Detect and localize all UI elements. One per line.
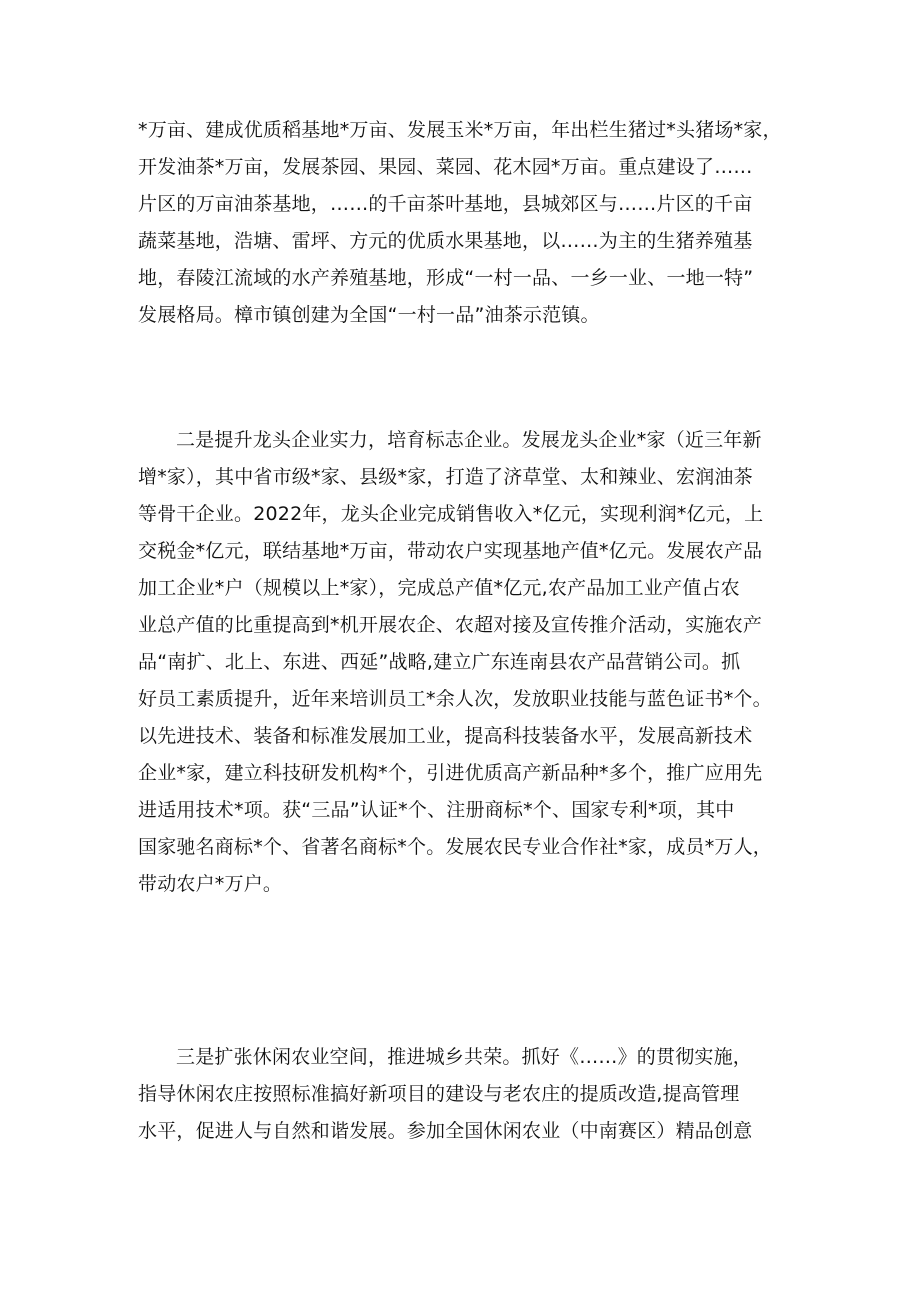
text-line: 交税金*亿元，联结基地*万亩，带动农户实现基地产值*亿元。发展农产品 (138, 540, 763, 562)
text-line: 国家驰名商标*个、省著名商标*个。发展农民专业合作社*家，成员*万人， (138, 836, 773, 858)
text-line: 加工企业*户（规模以上*家），完成总产值*亿元,农产品加工业产值占农 (138, 577, 740, 599)
text-line: 品“南扩、北上、东进、西延”战略,建立广东连南县农产品营销公司。抓 (138, 651, 741, 673)
text-line: 以先进技术、装备和标准发展加工业，提高科技装备水平，发展高新技术 (138, 725, 753, 747)
text-line: 蔬菜基地，浩塘、雷坪、方元的优质水果基地，以……为主的生猪养殖基 (138, 230, 753, 252)
text-line: 开发油茶*万亩，发展茶园、果园、菜园、花木园*万亩。重点建设了…… (138, 156, 753, 178)
text-line: 发展格局。樟市镇创建为全国“一村一品”油茶示范镇。 (138, 304, 600, 326)
paragraph-agricultural-bases (138, 112, 818, 334)
paragraph-leading-enterprises (138, 422, 818, 903)
text-line: 增*家），其中省市级*家、县级*家，打造了济草堂、太和辣业、宏润油茶 (138, 466, 753, 488)
text-line: 进适用技术*项。获“三品”认证*个、注册商标*个、国家专利*项，其中 (138, 799, 735, 821)
paragraph-leisure-agriculture (138, 1039, 818, 1150)
text-line: 水平，促进人与自然和谐发展。参加全国休闲农业（中南赛区）精品创意 (138, 1120, 753, 1142)
text-line: 指导休闲农庄按照标准搞好新项目的建设与老农庄的提质改造,提高管理 (138, 1083, 740, 1105)
text-line: 好员工素质提升，近年来培训员工*余人次，发放职业技能与蓝色证书*个。 (138, 688, 772, 710)
text-line: 带动农户*万户。 (138, 873, 283, 895)
text-line: 片区的万亩油茶基地，……的千亩茶叶基地，县城郊区与……片区的千亩 (138, 193, 753, 215)
text-line: 三是扩张休闲农业空间，推进城乡共荣。抓好《……》的贯彻实施， (176, 1046, 753, 1068)
text-line: *万亩、建成优质稻基地*万亩、发展玉米*万亩，年出栏生猪过*头猪场*家， (138, 119, 782, 141)
text-line: 二是提升龙头企业实力，培育标志企业。发展龙头企业*家（近三年新 (176, 429, 762, 451)
text-line: 地，春陵江流域的水产养殖基地，形成“一村一品、一乡一业、一地一特” (138, 267, 754, 289)
text-line: 企业*家，建立科技研发机构*个，引进优质高产新品种*多个，推广应用先 (138, 762, 763, 784)
text-line: 业总产值的比重提高到*机开展农企、农超对接及宣传推介活动，实施农产 (138, 614, 763, 636)
text-line: 等骨干企业。2022年，龙头企业完成销售收入*亿元，实现利润*亿元，上 (138, 503, 764, 525)
